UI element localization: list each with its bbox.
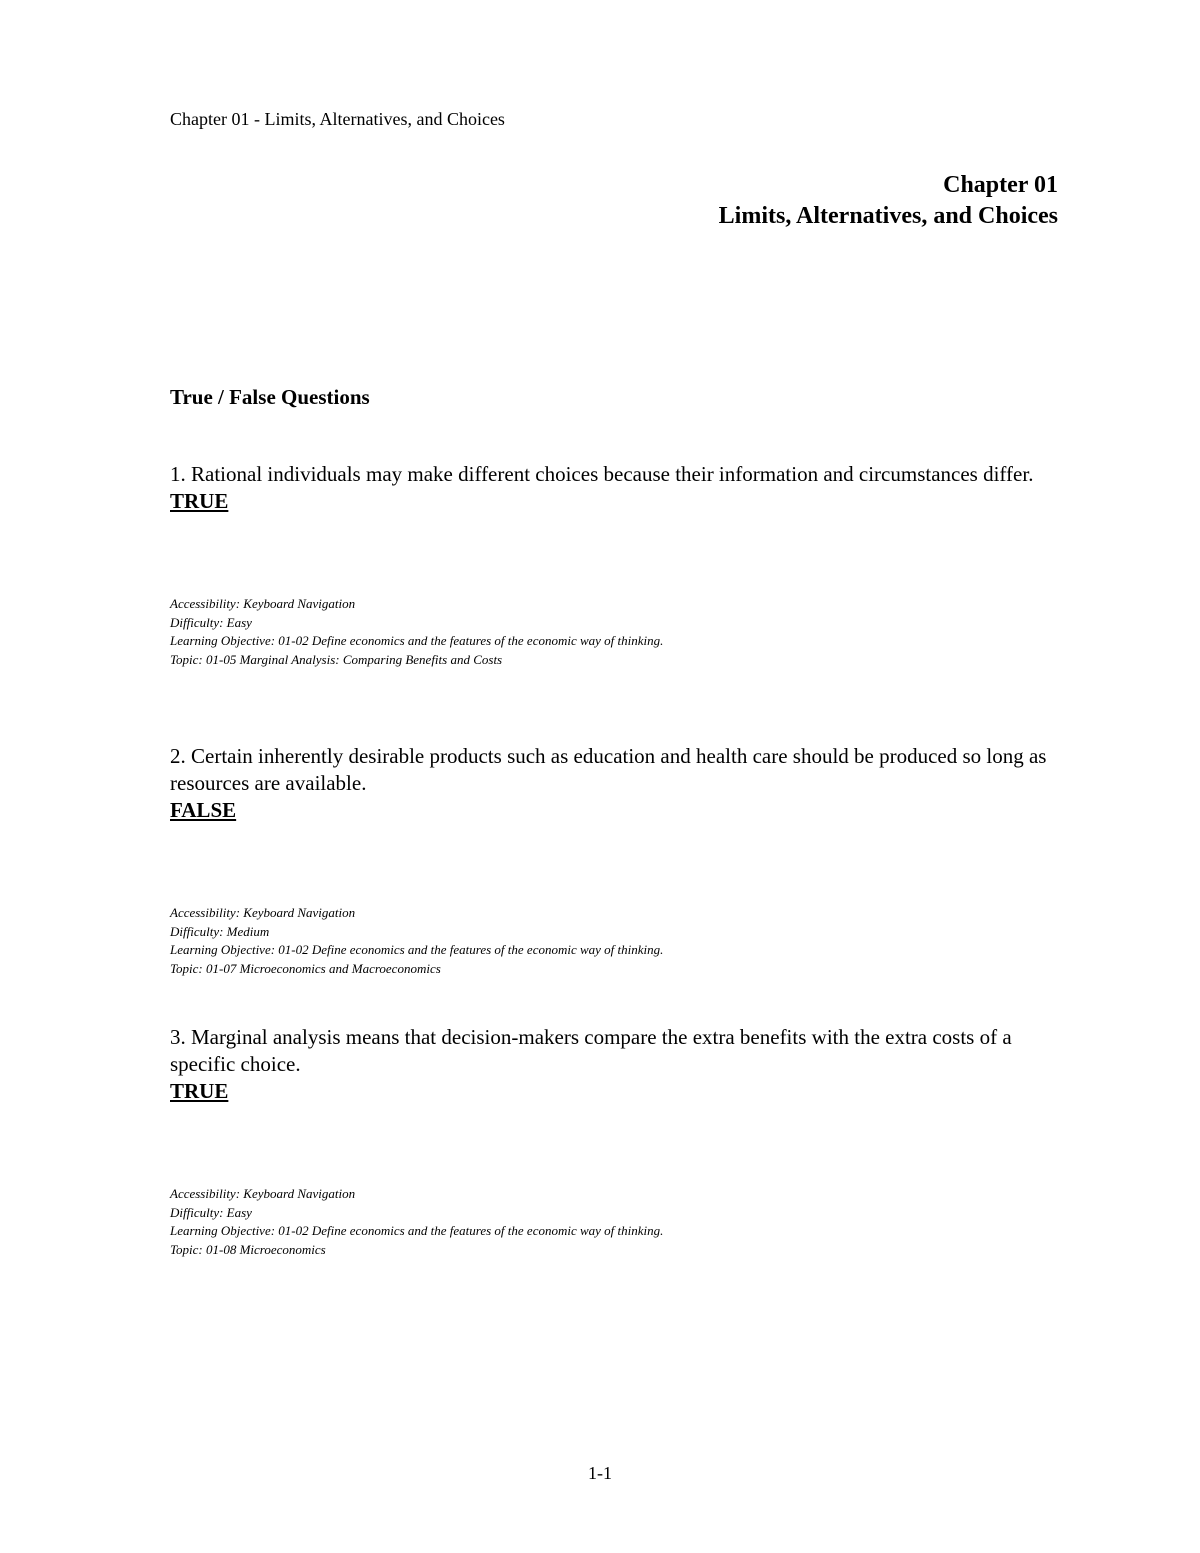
question-metadata [170,595,1070,669]
question-metadata [170,904,1070,978]
question-3 [170,1024,1070,1259]
chapter-number: Chapter 01 [943,172,1058,198]
chapter-title-block [719,170,1058,232]
meta-learning-objective: Learning Objective: 01-02 Define economics and the features of the economic way of thinking. [170,633,664,648]
question-text: 2. Certain inherently desirable products such as education and health care should be produced so long as resources are available. [170,744,1047,795]
meta-topic: Topic: 01-07 Microeconomics and Macroeconomics [170,960,441,976]
meta-accessibility: Accessibility: Keyboard Navigation [170,905,356,920]
meta-accessibility: Accessibility: Keyboard Navigation [170,596,356,611]
question-text: 1. Rational individuals may make different choices because their information and circumstances differ. [170,462,1034,486]
answer: TRUE [170,1079,229,1103]
question-2 [170,743,1070,978]
meta-learning-objective: Learning Objective: 01-02 Define economics and the features of the economic way of thinking. [170,1223,664,1238]
section-heading: True / False Questions [170,385,370,409]
meta-learning-objective: Learning Objective: 01-02 Define economics and the features of the economic way of thinking. [170,942,664,957]
question-metadata [170,1185,1070,1259]
question-text: 3. Marginal analysis means that decision-makers compare the extra benefits with the extra costs of a specific choice. [170,1025,1012,1076]
meta-topic: Topic: 01-08 Microeconomics [170,1241,326,1257]
answer: TRUE [170,489,229,513]
meta-topic: Topic: 01-05 Marginal Analysis: Comparing Benefits and Costs [170,651,503,667]
running-header: Chapter 01 - Limits, Alternatives, and Choices [170,109,505,129]
meta-difficulty: Difficulty: Medium [170,923,270,939]
meta-difficulty: Difficulty: Easy [170,1204,252,1220]
meta-difficulty: Difficulty: Easy [170,614,252,630]
chapter-title: Limits, Alternatives, and Choices [718,203,1058,229]
question-1 [170,461,1070,669]
meta-accessibility: Accessibility: Keyboard Navigation [170,1186,356,1201]
page-number: 1-1 [588,1463,612,1483]
answer: FALSE [170,798,237,822]
